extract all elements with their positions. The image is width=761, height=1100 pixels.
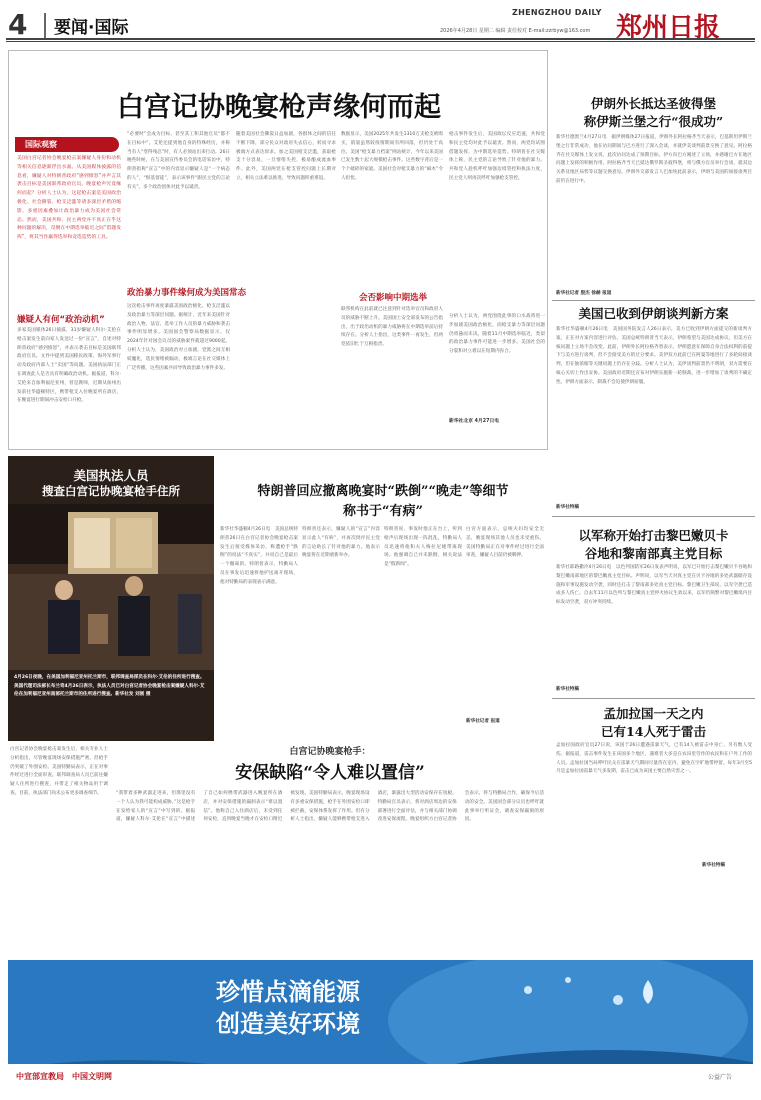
page-number: 4 xyxy=(8,8,28,41)
bottom-kicker: 白宫记协晚宴枪手： xyxy=(289,747,371,757)
investigators-photo xyxy=(8,504,214,670)
lead-body-6: 联邦机构在此前就已注意到针对选举官员和政府人员的威胁不断上升。美国国土安全部发布的公告指出，出于政治动机的暴力威胁将在中期选举前后持续存在。分析人士指出，这类事件一再发生，但两党依旧忙于互相指责。 xyxy=(341,307,443,348)
ad-sponsor: 中宣部宣教局 中国文明网 xyxy=(16,1072,112,1081)
bottom-title: 安保缺陷“令人难以置信” xyxy=(235,763,425,783)
lead-byline: 新华社北京 4月27日电 xyxy=(449,419,500,424)
iran-body: 新华社德黑兰4月27日电 据伊朗媒体27日报道，伊朗外长阿拉格齐当天表示，巴基斯坦伊斯兰堡之行非常成功，他在访问期间与巴方进行了深入会谈，并就伊美谈判前景交换了意见。阿拉格齐在社交媒体上发文说，此次访问达成了预期目标，伊方向巴方阐述了立场，并感谢巴方在地区问题上发挥的积极作用。阿拉格齐当天已抵达俄罗斯圣彼得堡，将与俄方官员举行会谈，就双边关系及地区局势等议题交换意见。伊朗外交部发言人巴加埃此前表示，伊朗与美国的间接谈判目前仍在进行中。 xyxy=(556,135,752,184)
israel-title-2: 谷地和黎南部真主党目标 xyxy=(584,546,723,561)
mid-title-1: 特朗普回应撤离晚宴时“跌倒”“晚走”等细节 xyxy=(257,484,509,499)
mid-body-1: 新华社华盛顿4月26日电 美国总统特朗普26日在白宫记者协会晚宴枪击案发生后接受媒体采访，称遭枪手“跌倒”的说法“不真实”，并说自己是最后一个撤离的。特朗普表示，特勤局人员在事发后迅速将他护送离开现场，他对特勤局的表现表示满意。 xyxy=(220,527,298,585)
lead-body-3: 这次枪击事件再度暴露美国政治极化、枪支泛滥以及政治暴力等深层问题。据统计，近年来美国针对政治人物、法官、选举工作人员的暴力威胁和袭击事件明显增多。美国国会警察局数据显示，仅2024年针对国会议员的威胁案件就超过9000起。分析人士认为，美国政治对立加剧，党派之间互相妖魔化，选民情绪被煽动，极端言论在社交媒体上广泛传播，这些因素共同导致政治暴力事件多发。 xyxy=(127,304,230,371)
lead-body-5: 数据显示，美国2025年共发生1310万支枪支被购买，销量虽然较疫情期间有所回落，但仍处于高位。美国“枪支暴力档案”网站统计，今年以来美国已发生数十起大规模枪击事件。这些数字背后是一个个破碎的家庭。美国社会对枪支暴力的“麻木”令人担忧。 xyxy=(341,132,443,181)
rule xyxy=(552,698,755,699)
photo-story xyxy=(8,456,214,741)
lead-body-1: 多家美国媒体26日披露，31岁嫌疑人科尔·艾伦在枪击案发生前向家人发送过一份“宣言”，自述对特朗普政府“感到愤怒”，并表示袭击目标是美国联邦政府官员。文件中提到美国移民政策、海外军事行动及政府内部人士“卖国”等问题。美国执法部门正在调查此人是否具有明确政治动机。据报道，科尔·艾伦来自加利福尼亚州，曾是教师，近期从加州出发前往华盛顿特区，携带枪支入住晚宴所在酒店，在晚宴进行期间冲击安检口开枪。 xyxy=(17,328,121,404)
rule xyxy=(552,300,755,301)
ad-title-1: 珍惜点滴能源 xyxy=(216,977,360,1006)
lead-intro: 美国白宫记者协会晚宴枪击案嫌疑人身份和动机等相关信息逐渐浮出水面。从美国媒体披露的信息看，嫌疑人对特朗普政府“感到愤怒”并声言其袭击目标是美国联邦政府官员。晚宴枪声究竟缘何而起？分析人士认为，这起枪击案是美国政治极化、社会撕裂、枪支泛滥等诸多深层矛盾的缩影，多重因素叠加让政治暴力成为美国社会常态。然而，美国共和、民主两党并不真正在乎这种问题的解决，反倒在中期选举临近之际“借题发挥”，将其当作赢得选举和竞选造势的工具。 xyxy=(17,156,121,241)
header-rule-thin xyxy=(6,41,755,42)
mid-body-3: 特朗普说，事发时他正在台上，听到枪声后现场出现一阵混乱，特勤局人员迅速将他和夫人梅拉尼娅带离现场。他强调自己并未跌倒，相关说法是“假新闻”。 xyxy=(384,527,462,568)
iran-byline: 新华社记者 殷杰 徐赫 报道 xyxy=(556,291,612,296)
header-rule xyxy=(6,38,755,40)
us-iran-body: 新华社华盛顿4月26日电 美国国务院发言人26日表示，美方已收到伊朗方面提交的新谈判方案，正在对方案内容进行评估。美国总统特朗普当天表示，伊朗希望与美国达成协议，但美方在核问题上立场不会改变。此前，伊朗外长阿拉格齐曾表示，伊朗愿意在保障自身合法权利的前提下与美方进行谈判，但不会接受美方的过分要求。美伊双方此前已在阿曼等地进行了多轮间接谈判，但在铀浓缩等关键问题上仍存在分歧。分析人士认为，美伊谈判前景仍不明朗，双方需要在核心关切上作出妥协。美国政府近期还宣布对伊朗实施新一轮制裁，进一步增加了谈判的不确定性。伊朗方面表示，制裁不会迫使伊朗屈服。 xyxy=(556,327,752,385)
paper-logo: 郑州日报 xyxy=(616,13,721,43)
photo-story-body: 白宫记者协会晚宴枪击案发生后，相关专业人士分析指出，尽管晚宴现场安保措施严密，但枪手仍突破了外围安检。美国特勤局表示，正在对事件经过进行全面审查。联邦调查局人员已前往嫌疑人住所进行搜查，并带走了相关物品用于调查。目前，执法部门尚未公布更多调查细节。 xyxy=(10,747,108,796)
mid-body-2: 特朗普还表示，嫌疑人的“宣言”内容显示此人“有病”，并再次批评民主党的言论助长了针对他的暴力。他表示晚宴将在近期重新举办。 xyxy=(302,527,380,559)
israel-title-1: 以军称开始打击黎巴嫩贝卡 xyxy=(578,528,729,543)
lead-subhead-2: 政治暴力事件缘何成为美国常态 xyxy=(127,288,247,298)
iran-title-1: 伊朗外长抵达圣彼得堡 xyxy=(590,96,716,111)
mid-title-2: 称书于“有病” xyxy=(343,504,423,519)
mid-byline: 新华社记者 报道 xyxy=(466,719,500,724)
lead-story xyxy=(8,50,548,450)
right-column xyxy=(552,50,755,955)
us-iran-title: 美国已收到伊朗谈判新方案 xyxy=(578,306,729,321)
lead-badge xyxy=(15,137,119,152)
israel-body: 新华社耶路撒冷4月26日电 以色列国防军26日发表声明说，以军已开始打击黎巴嫩贝卡谷地和黎巴嫩南部地区的黎巴嫩真主党目标。声明说，以军当天对真主党在贝卡谷地的多处武器储存设施和军事设施发动空袭，同时还打击了黎南部多处真主党目标。黎巴嫩卫生部说，以军空袭已造成多人伤亡。自去年11月以色列与黎巴嫩真主党停火协议生效以来，以军仍频繁对黎巴嫩境内目标发动空袭，双方冲突持续。 xyxy=(556,565,752,606)
bangladesh-title-2: 已有14人死于雷击 xyxy=(601,724,706,739)
mid-story xyxy=(218,456,548,741)
public-service-ad xyxy=(8,960,753,1090)
paper-name-en: ZHENGZHOU DAILY xyxy=(512,8,602,17)
ad-footer-bar xyxy=(8,1064,753,1090)
rule xyxy=(552,516,755,517)
israel-byline: 新华社特稿 xyxy=(556,687,579,692)
issue-info: 2026年4月28日 星期二 编辑 责任校对 E-mail:zzrbyw@163.com xyxy=(440,28,591,34)
lead-title: 白宫记协晚宴枪声缘何而起 xyxy=(117,92,441,123)
bottom-story xyxy=(112,744,548,958)
photo-caption: 4月26日夜晚，在美国加利福尼亚州托兰斯市，联邦调查局探员在科尔·艾伦的住所进行搜查。美国代理司法部长布兰奇4月26日表示，执法人员已对白宫记者协会晚宴枪击案嫌疑人科尔·艾伦在加利福尼亚州南部托兰斯市的住所进行搜查。新华社发 刘刚 摄 xyxy=(14,675,205,698)
section-title: 要闻·国际 xyxy=(44,13,128,38)
lead-body-7: 枪击事件发生后，美国政坛反应迅速，共和党和民主党均对此予以谴责。然而，两党均试图借题发挥，为中期选举造势。特朗普在社交媒体上称，民主党的言论导致了针对他的暴力。共和党人趁机呼吁加强边境管控和执法力度，民主党人则再次呼吁加强枪支管控。 xyxy=(449,132,545,181)
lead-badge-text: 国际观察 xyxy=(25,140,57,149)
lead-body-2: “必要时”会成为目标，甚至其工和其他官员“都不在目标中”。艾伦还提到他自身的特殊经历，并称当有人“变得残忍”时，有人必须站出来行动。26日晚些时候，在与美国宣传委员会的电话采访中，特朗普指称“宣言”中的内容显示嫌疑人是“一个病态的人”，“恨基督徒”，表示该事件“跟民主党的言论有关”。多个政治团体对此予以谴责。 xyxy=(127,132,230,190)
bottom-body: “我带着多种武器走进来，但那里没有一个人认为我可能构成威胁。”这是枪手在发给家人的“宣言”中写到的。据报道，嫌疑人科尔·艾伦在“宣言”中描述了自己如何携带武器进入晚宴所在酒店，并对安保措施的漏洞表示“难以置信”。他称自己入住酒店后，未受到任何安检，直到晚宴当晚才在安检口附近被发现。美国特勤局表示，晚宴现场设有多重安保措施，枪手在外围安检口即被拦截，安保体系发挥了作用。但有分析人士指出，嫌疑人能够携带枪支进入酒店，暴露出大型活动安保存在短板。特勤局官员表示，将对酒店周边的安保部署进行全面评估，并与相关部门协调改进安保流程。晚宴组织方白宫记者协会表示，将与特勤局合作，确保今后活动的安全。美国国会部分议员也呼吁就此事举行听证会，调查安保漏洞的原因。 xyxy=(116,791,544,823)
ad-label: 公益广告 xyxy=(708,1074,733,1081)
mid-body-4: 白宫方面表示，总统夫妇均安全无恙，晚宴现场其他人员也未受重伤。美国特勤局正在对事件经过进行全面审查，嫌疑人目前仍被羁押。 xyxy=(466,527,544,559)
lead-body-8: 分析人士认为，两党围绕此事的口水战将进一步加剧美国政治极化，而枪支暴力等深层问题仍将悬而未决。随着11月中期选举临近，类似的政治暴力事件可能进一步增多。美国社会的分裂和对立难以在短期内弥合。 xyxy=(449,314,545,355)
photo-story-title-2: 搜查白宫记协晚宴枪手住所 xyxy=(42,484,180,498)
lead-subhead-3: 会否影响中期选举 xyxy=(359,293,428,303)
lead-subhead-1: 嫌疑人有何“政治动机” xyxy=(17,315,105,325)
bangladesh-body: 孟加拉国政府官员27日说，该国于26日遭遇雷暴天气，已有14人被雷击中身亡，另有数人受伤。据报道，雷击事件发生在该国多个地区，遇难者大多是在农田里劳作的农民和在户外工作的人员。孟加拉国当局呼吁民众在雷暴天气期间尽量待在室内，避免在空旷地带停留。每年3月至5月是孟加拉国雷暴天气多发期，雷击已成为该国主要自然灾害之一。 xyxy=(556,743,752,775)
iran-title-2: 称伊斯兰堡之行“很成功” xyxy=(583,114,724,129)
bangladesh-title-1: 孟加拉国一天之内 xyxy=(603,706,704,721)
bangladesh-byline: 新华社特稿 xyxy=(702,863,725,868)
lead-body-4: 随着美国社会撕裂日益加剧，各群体之间的信任不断下降，部分民众对政府失去信心，转而寻求极端方式表达诉求。加之美国枪支泛滥，获取枪支十分容易，一旦情绪失控，极易酿成流血事件。此外，美国两党在枪支管控问题上长期对立，相关立法难以推进，导致问题积重难返。 xyxy=(236,132,336,181)
photo-story-title-1: 美国执法人员 xyxy=(73,468,149,483)
ad-title-2: 创造美好环境 xyxy=(216,1009,360,1038)
us-iran-byline: 新华社特稿 xyxy=(556,505,579,510)
